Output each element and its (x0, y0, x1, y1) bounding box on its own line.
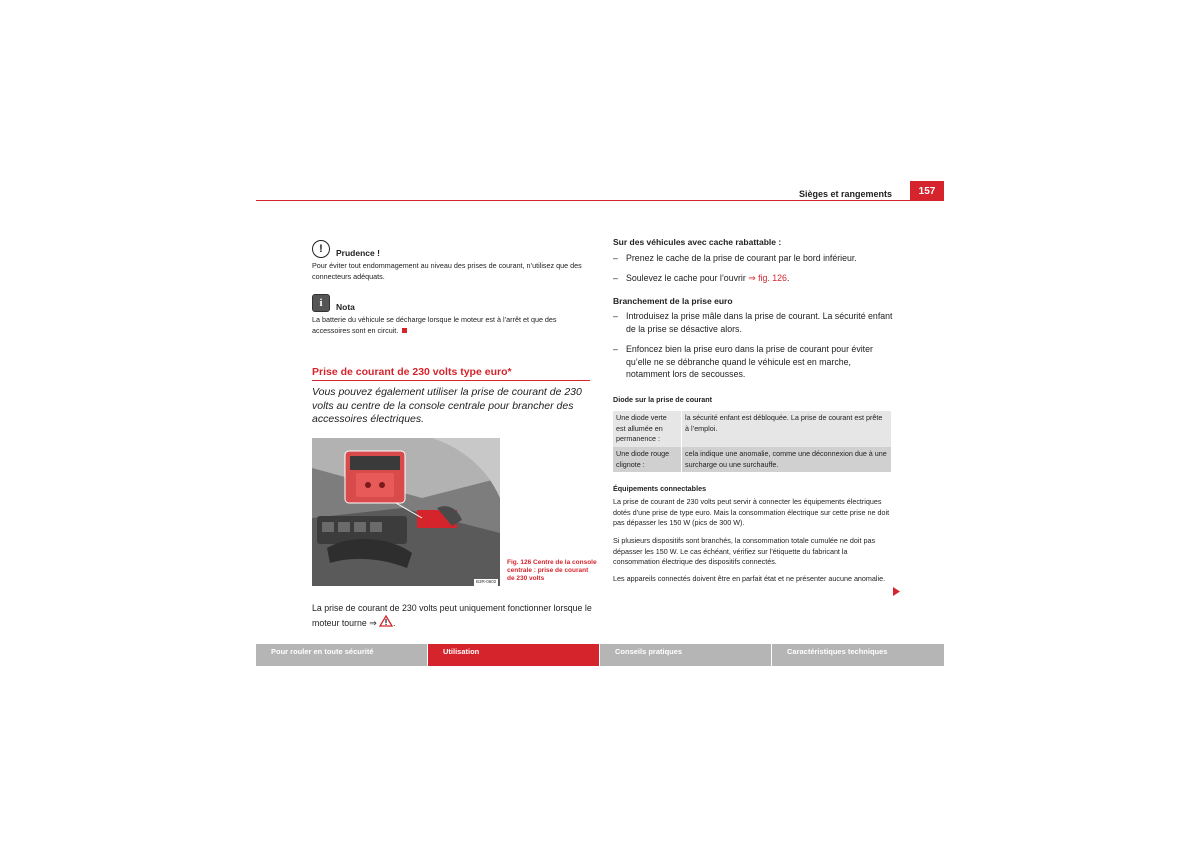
continue-arrow-icon (892, 587, 901, 596)
nota-text: La batterie du véhicule se décharge lorsque le moteur est à l’arrêt et que des accessoires sont en circuit. (312, 315, 557, 335)
nav-tab-utilisation[interactable]: Utilisation (428, 644, 599, 666)
nota-block (312, 294, 592, 336)
table-cell: Une diode rouge clignote : (613, 447, 682, 472)
exclamation-icon: ! (312, 240, 330, 258)
prudence-title: Prudence ! (336, 248, 380, 258)
bottom-text: La prise de courant de 230 volts peut uniquement fonctionner lorsque le moteur tourne ⇒ (312, 603, 592, 628)
prudence-text: Pour éviter tout endommagement au niveau des prises de courant, n’utilisez que des connecteurs adéquats. (312, 261, 582, 281)
cache-item-2-text: Soulevez le cache pour l’ouvrir (626, 273, 746, 283)
equip-paragraph-2: Si plusieurs dispositifs sont branchés, la consommation totale cumulée ne doit pas dépasser les 150 W. Le cas échéant, vérifiez sur l’étiquette du fabricant la consommation électrique des dispositifs connectés. (613, 536, 876, 566)
cache-heading: Sur des véhicules avec cache rabattable : (613, 237, 782, 247)
figure-caption: Fig. 126 Centre de la console centrale : prise de courant de 230 volts (507, 559, 597, 583)
branch-heading: Branchement de la prise euro (613, 296, 733, 306)
table-cell: Une diode verte est allumée en permanence : (613, 411, 682, 447)
end-square-icon (402, 328, 407, 333)
prudence-block (312, 240, 592, 282)
table-cell: la sécurité enfant est débloquée. La prise de courant est prête à l’emploi. (682, 411, 892, 447)
running-header: Sièges et rangements (798, 189, 892, 199)
branch-item-1-text: Introduisez la prise mâle dans la prise de courant. La sécurité enfant de la prise se désactive alors. (626, 311, 893, 334)
bottom-paragraph: La prise de courant de 230 volts peut uniquement fonctionner lorsque le moteur tourne ⇒ . (312, 603, 592, 628)
figure-code: B3R-0602 (476, 579, 497, 584)
nav-tab-caracteristiques[interactable]: Caractéristiques techniques (772, 644, 944, 666)
diode-table (613, 411, 891, 472)
warning-triangle-icon (379, 615, 393, 627)
equip-paragraph-3: Les appareils connectés doivent être en parfait état et ne présenter aucune anomalie. (613, 574, 886, 583)
branch-item-2: – Enfoncez bien la prise euro dans la prise de courant pour éviter qu’elle ne se débranche quand le véhicule est en marche, notamment lors de secousses. (613, 343, 895, 381)
branch-item-2-text: Enfoncez bien la prise euro dans la prise de courant pour éviter qu’elle ne se débranche quand le véhicule est en marche, notamment lors de secousses. (626, 344, 873, 379)
branch-item-1: – Introduisez la prise mâle dans la prise de courant. La sécurité enfant de la prise se désactive alors. (613, 310, 895, 335)
nota-title: Nota (336, 302, 355, 312)
info-icon: i (312, 294, 330, 312)
figure-126-photo (312, 438, 500, 586)
fig-126-link[interactable]: ⇒ fig. 126 (748, 273, 787, 283)
section-title: Prise de courant de 230 volts type euro* (312, 366, 590, 381)
console-illustration (312, 438, 500, 586)
nav-tab-securite[interactable]: Pour rouler en toute sécurité (256, 644, 427, 666)
section-intro: Vous pouvez également utiliser la prise de courant de 230 volts au centre de la console centrale pour brancher des accessoires électriques. (312, 386, 582, 425)
page-number: 157 (910, 181, 944, 201)
header-rule (256, 200, 944, 201)
table-row (613, 447, 891, 472)
equip-heading: Équipements connectables (613, 484, 707, 493)
nav-tab-conseils[interactable]: Conseils pratiques (600, 644, 771, 666)
equip-paragraph-1: La prise de courant de 230 volts peut servir à connecter les équipements électriques dotés d’une prise de type euro. Mais la consommation électrique sur cette prise ne doit pas dépasser les 150 W (pics de 300 W). (613, 497, 890, 527)
table-row (613, 411, 891, 447)
cache-item-2: – Soulevez le cache pour l’ouvrir ⇒ fig. 126. (613, 273, 790, 283)
diode-heading: Diode sur la prise de courant (613, 395, 713, 404)
table-cell: cela indique une anomalie, comme une déconnexion due à une surcharge ou une surchauffe. (682, 447, 892, 472)
cache-item-1-text: Prenez le cache de la prise de courant par le bord inférieur. (626, 253, 857, 263)
cache-item-1: – Prenez le cache de la prise de courant par le bord inférieur. (613, 253, 857, 263)
